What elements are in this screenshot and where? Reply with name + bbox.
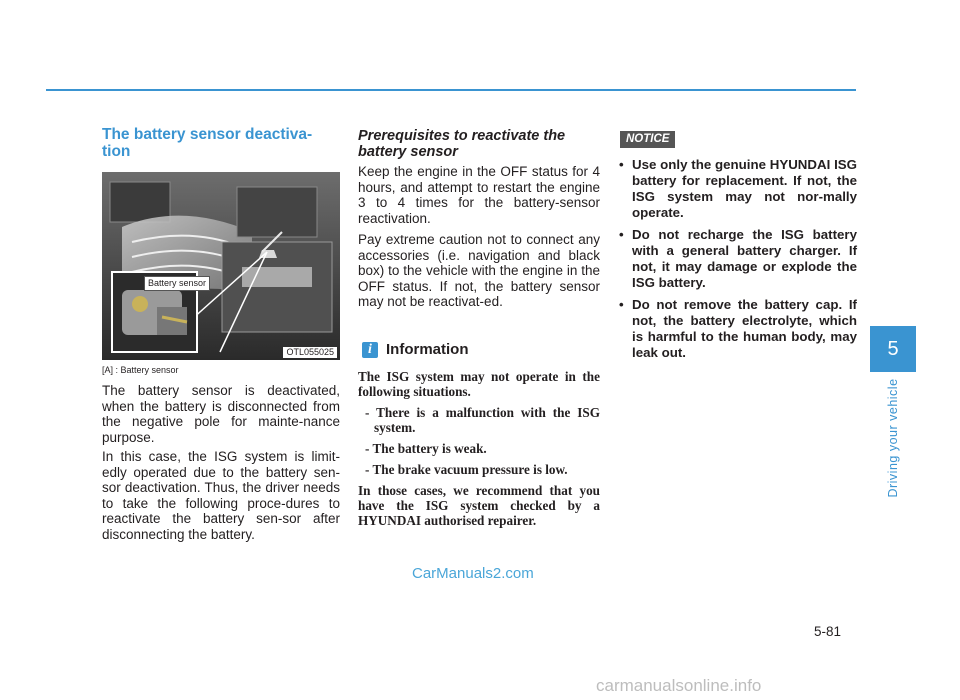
notice-list: [617, 157, 857, 367]
section-title: The battery sensor deactiva-tion: [102, 126, 313, 160]
middle-paragraph-2: Pay extreme caution not to connect any accessories (i.e. navigation and black box) to the vehicle with the engine in the OFF status. If not, the battery sensor may not be reactivat-ed.: [358, 232, 600, 309]
subsection-title: Prerequisites to reactivate the battery sensor: [358, 128, 566, 160]
information-header: [362, 341, 469, 358]
battery-sensor-photo: [102, 172, 340, 360]
watermark-carmanuals2[interactable]: CarManuals2.com: [412, 565, 534, 582]
information-block: [358, 369, 600, 534]
middle-paragraph-1: Keep the engine in the OFF status for 4 hours, and attempt to restart the engine 3 to 4 times for the battery-sensor reactivation.: [358, 164, 600, 226]
chapter-title: Driving your vehicle: [886, 378, 900, 498]
notice-item: • Do not recharge the ISG battery with a general battery charger. If not, it may damage or explode the ISG battery.: [617, 227, 857, 291]
info-icon: i: [362, 342, 378, 358]
engine-bay-illustration: [102, 172, 340, 360]
info-intro: The ISG system may not operate in the following situations.: [358, 369, 600, 399]
notice-item: • Do not remove the battery cap. If not, the battery electrolyte, which is harmful to the human body, may leak out.: [617, 297, 857, 361]
info-item: - There is a malfunction with the ISG system.: [365, 405, 600, 435]
info-item: - The battery is weak.: [365, 441, 487, 456]
information-title: Information: [386, 341, 469, 358]
notice-item: • Use only the genuine HYUNDAI ISG battery for replacement. If not, the ISG system may not nor-mally operate.: [617, 157, 857, 221]
chapter-number-tab: 5: [870, 326, 916, 372]
photo-caption: [A] : Battery sensor: [102, 365, 179, 375]
info-outro: In those cases, we recommend that you have the ISG system checked by a HYUNDAI authorised repairer.: [358, 483, 600, 528]
notice-badge: NOTICE: [620, 131, 675, 148]
top-divider: [46, 89, 856, 91]
photo-code: OTL055025: [283, 347, 337, 358]
info-item: - The brake vacuum pressure is low.: [365, 462, 568, 477]
page-number: 5-81: [814, 624, 842, 639]
left-paragraph-1: The battery sensor is deactivated, when the battery is disconnected from the negative pole for mainte-nance purpose.: [102, 383, 340, 445]
battery-sensor-callout: Battery sensor: [144, 276, 210, 291]
watermark-carmanualsonline[interactable]: carmanualsonline.info: [596, 676, 762, 695]
left-paragraph-2: In this case, the ISG system is limit-edly operated due to the battery sen-sor deactivation. Thus, the driver needs to take the following proce-dures to reactivate the battery sen-sor after disconnecting the battery.: [102, 449, 340, 542]
